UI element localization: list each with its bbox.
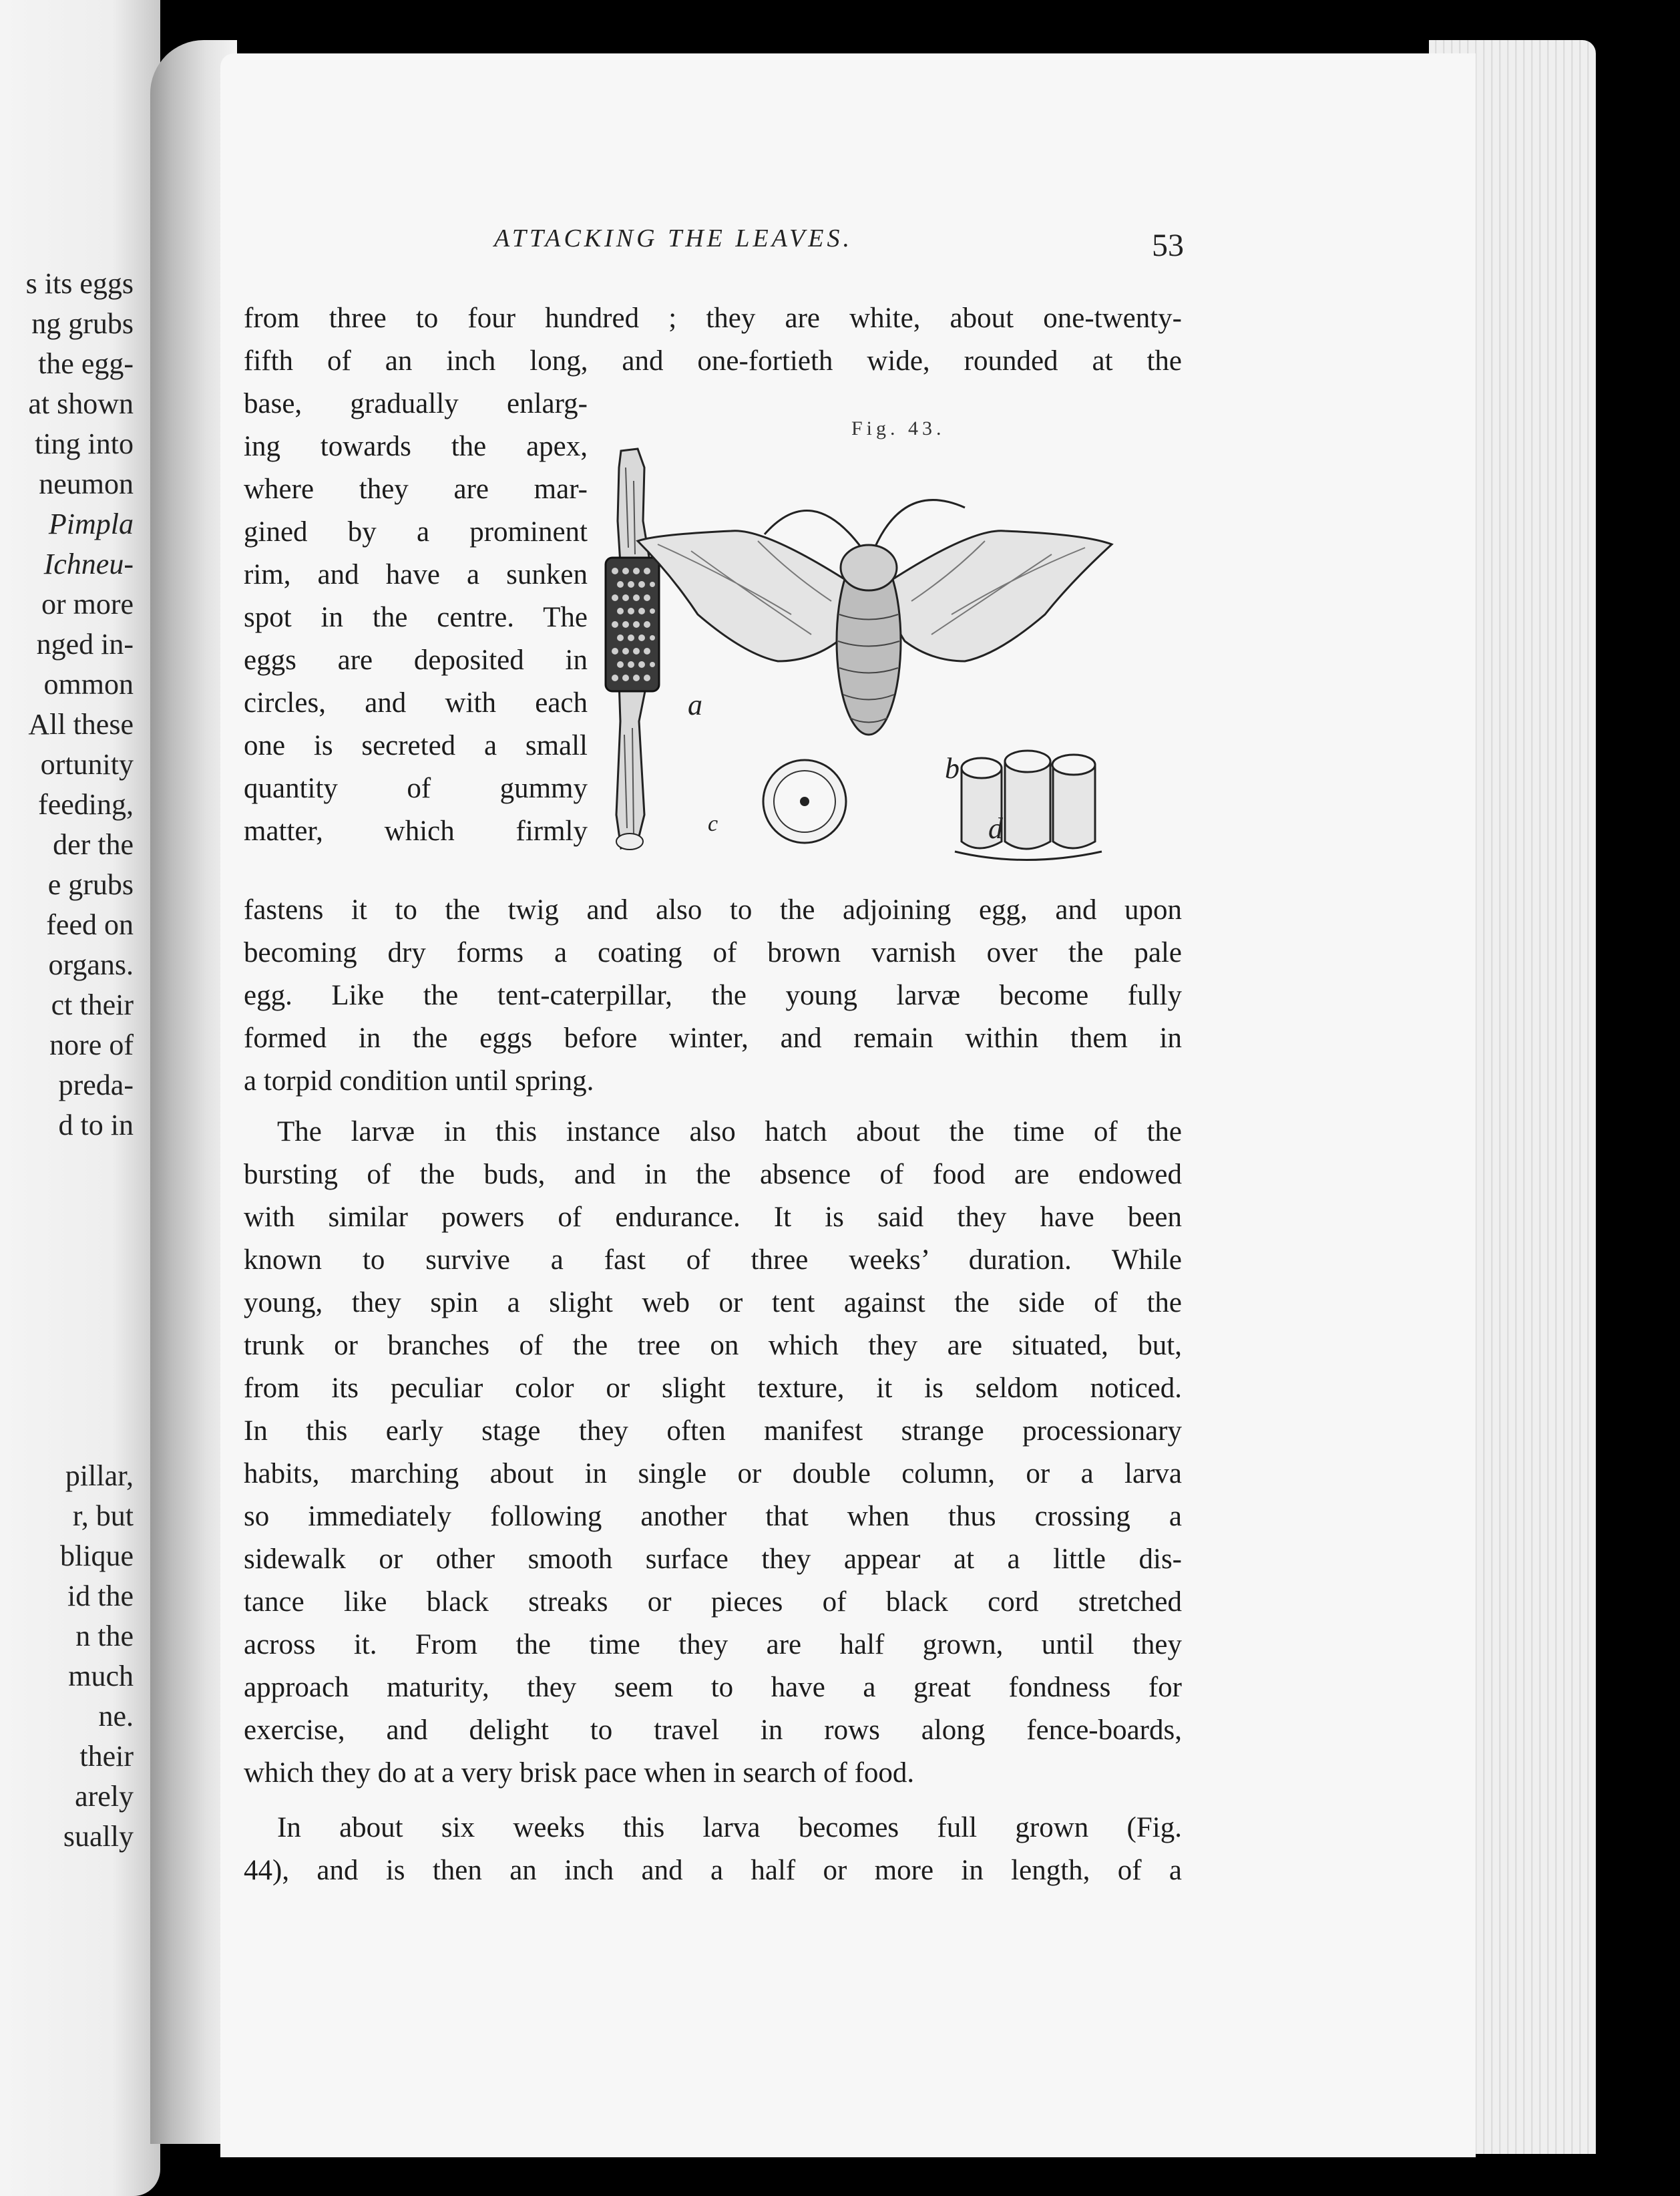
text-line: tance like black streaks or pieces of black cord stretched: [244, 1586, 1182, 1618]
text-line: where they are mar-: [244, 474, 588, 505]
left-page-line: ng grubs: [31, 307, 134, 340]
paragraph-2: [244, 1111, 1182, 1795]
twig-with-egg-ring: [606, 449, 659, 850]
eggs-side-view: [955, 751, 1102, 860]
left-page-line: d to in: [58, 1109, 134, 1141]
left-page-line: the egg-: [38, 347, 134, 380]
left-page-line: All these: [28, 708, 134, 741]
figure-label-b: b: [945, 752, 960, 785]
text-line: 44), and is then an inch and a half or more in length, of a: [244, 1855, 1182, 1886]
left-page-line: or more: [41, 588, 134, 620]
text-line: eggs are deposited in: [244, 645, 588, 676]
text-line: known to survive a fast of three weeks’ duration. While: [244, 1244, 1182, 1276]
text-line: matter, which firmly: [244, 815, 588, 847]
figure-caption: Fig. 43.: [851, 417, 946, 439]
left-page-line: nore of: [49, 1029, 134, 1061]
left-page-text-bottom: [0, 1456, 134, 1857]
left-page-line: arely: [75, 1780, 134, 1813]
text-line: with similar powers of endurance. It is said they have been: [244, 1202, 1182, 1233]
figure-label-c: c: [708, 811, 718, 836]
left-page-line: ommon: [43, 668, 134, 701]
text-line: bursting of the buds, and in the absence of food are endowed: [244, 1159, 1182, 1190]
left-page-line: much: [68, 1660, 134, 1692]
left-page-line: Ichneu-: [43, 548, 134, 580]
text-line: so immediately following another that when thus crossing a: [244, 1501, 1182, 1532]
left-page-line: neumon: [39, 468, 134, 500]
text-line: across it. From the time they are half grown, until they: [244, 1629, 1182, 1660]
text-line: habits, marching about in single or double column, or a larva: [244, 1458, 1182, 1489]
text-line: formed in the eggs before winter, and remain within them in: [244, 1023, 1182, 1054]
paragraph-1-continued: [244, 889, 1182, 1103]
left-page-line: at shown: [28, 387, 134, 420]
text-line: which they do at a very brisk pace when in search of food.: [244, 1757, 915, 1789]
text-line: circles, and with each: [244, 687, 588, 719]
text-line: In this early stage they often manifest strange processionary: [244, 1415, 1182, 1447]
text-line: sidewalk or other smooth surface they appear at a little dis-: [244, 1543, 1182, 1575]
left-page-line: feed on: [46, 908, 134, 941]
left-page-line: ting into: [35, 427, 134, 460]
text-line: egg. Like the tent-caterpillar, the young larvæ become fully: [244, 980, 1182, 1011]
text-line: gined by a prominent: [244, 516, 588, 548]
text-line: fastens it to the twig and also to the adjoining egg, and upon: [244, 894, 1182, 926]
text-line: rim, and have a sunken: [244, 559, 588, 590]
left-page-line: preda-: [58, 1069, 134, 1101]
left-page-text-top: [0, 264, 134, 1145]
left-page-line: sually: [63, 1820, 134, 1853]
running-head: ATTACKING THE LEAVES.: [494, 224, 853, 252]
text-line: from its peculiar color or slight texture, it is seldom noticed.: [244, 1372, 1182, 1404]
paragraph-1-top: [244, 297, 1182, 383]
text-line: young, they spin a slight web or tent against the side of the: [244, 1287, 1182, 1318]
text-line: a torpid condition until spring.: [244, 1065, 594, 1097]
text-line: becoming dry forms a coating of brown varnish over the pale: [244, 937, 1182, 968]
text-line: one is secreted a small: [244, 730, 588, 761]
text-line: approach maturity, they seem to have a great fondness for: [244, 1672, 1182, 1703]
text-line: ing towards the apex,: [244, 431, 588, 462]
left-page-line: ortunity: [40, 748, 134, 781]
text-line: trunk or branches of the tree on which they are situated, but,: [244, 1330, 1182, 1361]
left-page-line: r, but: [72, 1499, 134, 1532]
text-line: base, gradually enlarg-: [244, 388, 588, 419]
left-page-line: their: [79, 1740, 134, 1773]
text-line: from three to four hundred ; they are white, about one-twenty-: [244, 303, 1182, 334]
text-line: exercise, and delight to travel in rows along fence-boards,: [244, 1714, 1182, 1746]
figure-label-a: a: [688, 689, 702, 721]
left-page-line: feeding,: [38, 788, 134, 821]
text-line: The larvæ in this instance also hatch about the time of the: [277, 1116, 1182, 1147]
left-page-line: organs.: [48, 948, 134, 981]
paragraph-1-side: [244, 383, 588, 853]
left-page-line: id the: [67, 1580, 134, 1612]
left-page-line: nged in-: [36, 628, 134, 661]
left-page-line: e grubs: [47, 868, 134, 901]
left-page-line: pillar,: [65, 1459, 134, 1492]
left-page-line: n the: [75, 1620, 134, 1652]
text-line: spot in the centre. The: [244, 602, 588, 633]
left-page-line: Pimpla: [48, 508, 134, 540]
left-page-line: ct their: [51, 988, 134, 1021]
left-page-line: ne.: [98, 1700, 134, 1732]
figure-43: [591, 441, 1185, 875]
text-line: fifth of an inch long, and one-fortieth wide, rounded at the: [244, 345, 1182, 377]
moth-drawing: [638, 500, 1112, 735]
text-line: In about six weeks this larva becomes full grown (Fig.: [277, 1812, 1182, 1843]
figure-43-illustration: [591, 441, 1185, 875]
figure-label-d: d: [988, 812, 1003, 845]
paragraph-3: [244, 1807, 1182, 1892]
left-page-line: s its eggs: [25, 267, 134, 300]
single-egg-top-view: [763, 760, 846, 843]
left-page-line: der the: [53, 828, 134, 861]
text-line: quantity of gummy: [244, 773, 588, 804]
page-number: 53: [1152, 228, 1184, 263]
left-page-line: blique: [60, 1539, 134, 1572]
